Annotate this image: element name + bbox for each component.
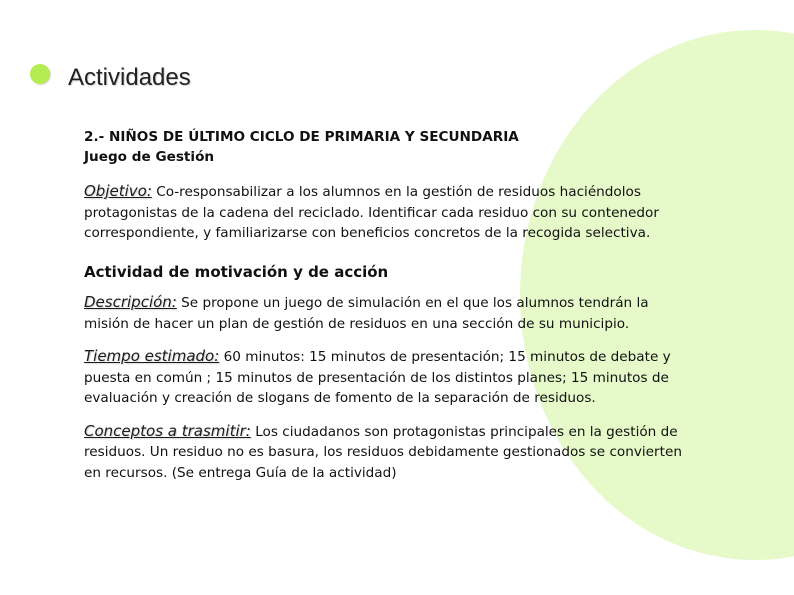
time-text: 60 minutos: 15 minutos de presentación; 15 minutos de debate y puesta en común ; 15 minutos de presentación de los distintos planes; 15 minutos de evaluación y creación de slogans de fomento de la separación de residuos. <box>84 349 671 406</box>
description-text: Se propone un juego de simulación en el que los alumnos tendrán la misión de hacer un plan de gestión de residuos en una sección de su municipio. <box>84 295 649 332</box>
title-row <box>30 60 191 91</box>
concepts-text: Los ciudadanos son protagonistas principales en la gestión de residuos. Un residuo no es basura, los residuos debidamente gestionados se convierten en recursos. (Se entrega Guía de la actividad) <box>84 423 682 481</box>
objective-text: Co-responsabilizar a los alumnos en la gestión de residuos haciéndolos protagonistas de la cadena del reciclado. Identificar cada residuo con su contenedor correspondiente, y familiarizarse con beneficios concretos de la recogida selectiva. <box>84 184 659 241</box>
activity-subtitle <box>84 127 694 167</box>
time-paragraph <box>84 346 694 409</box>
concepts-label: Conceptos a trasmitir: <box>84 421 251 440</box>
objective-paragraph <box>84 181 694 244</box>
objective-label: Objetivo: <box>84 182 152 200</box>
subtitle-line-1: 2.- NIÑOS DE ÚLTIMO CICLO DE PRIMARIA Y SECUNDARIA <box>84 129 519 145</box>
description-label: Descripción: <box>84 293 177 311</box>
subtitle-line-2: Juego de Gestión <box>84 149 215 165</box>
section-heading: Actividad de motivación y de acción <box>84 262 389 281</box>
green-bullet-icon <box>30 64 50 84</box>
slide-content <box>84 127 694 483</box>
description-paragraph <box>84 292 694 334</box>
concepts-paragraph <box>84 421 694 484</box>
slide-title: Actividades <box>68 64 191 91</box>
time-label: Tiempo estimado: <box>84 347 220 365</box>
